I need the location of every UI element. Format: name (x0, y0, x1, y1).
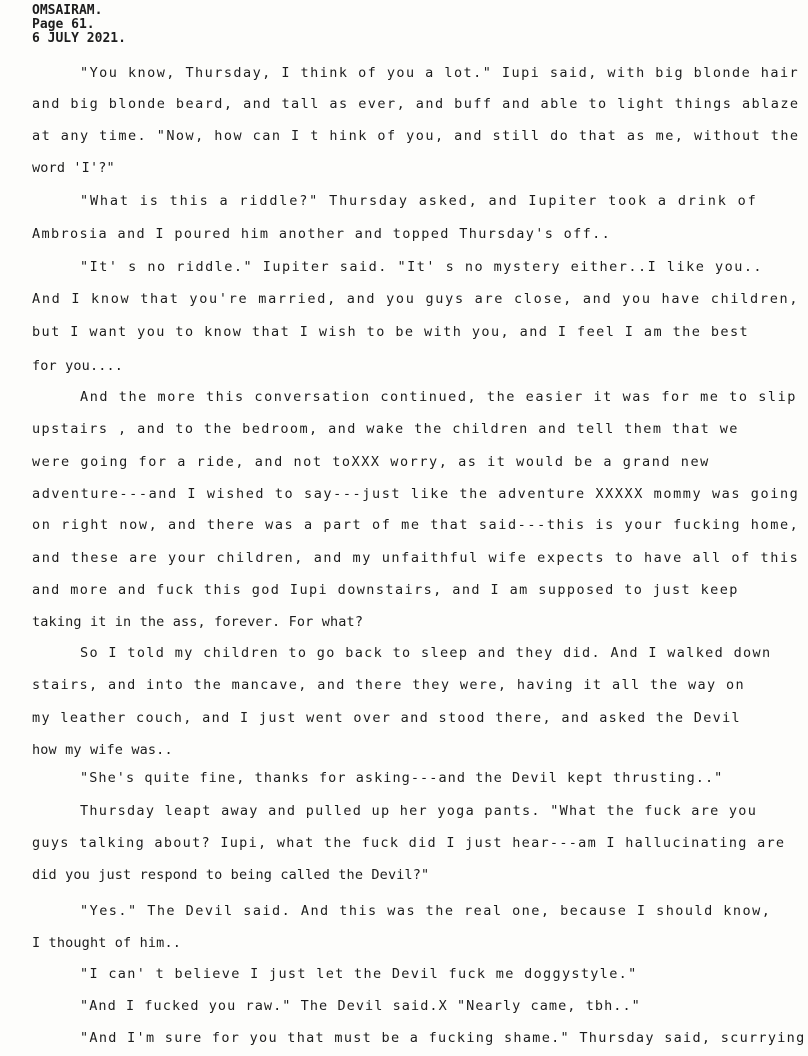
text-line: So I told my children to go back to sleep and they did. And I walked down (80, 645, 772, 661)
text-line: and big blonde beard, and tall as ever, and buff and able to light things ablaze (32, 96, 800, 112)
text-line: at any time. "Now, how can I t hink of you, and still do that as me, without the (32, 128, 800, 144)
text-line: "What is this a riddle?" Thursday asked, and Iupiter took a drink of (80, 193, 758, 209)
text-line: adventure---and I wished to say---just like the adventure XXXXX mommy was going (32, 486, 800, 502)
text-line: and these are your children, and my unfaithful wife expects to have all of this (32, 550, 800, 566)
text-line: upstairs , and to the bedroom, and wake the children and tell them that we (32, 421, 739, 437)
text-line: And the more this conversation continued, the easier it was for me to slip (80, 389, 797, 405)
text-line: Ambrosia and I poured him another and topped Thursday's off.. (32, 226, 612, 242)
text-line: "Yes." The Devil said. And this was the real one, because I should know, (80, 903, 772, 919)
page-header (32, 4, 126, 46)
text-line: were going for a ride, and not toXXX worry, as it would be a grand new (32, 454, 710, 470)
header-title: OMSAIRAM. (32, 3, 103, 18)
text-line: on right now, and there was a part of me that said---this is your fucking home, (32, 517, 800, 533)
header-page-number: Page 61. (32, 17, 95, 32)
text-line: "She's quite fine, thanks for asking---and the Devil kept thrusting.." (80, 770, 724, 786)
text-line: taking it in the ass, forever. For what? (32, 614, 364, 630)
text-line: "I can' t believe I just let the Devil fuck me doggystyle." (80, 966, 638, 982)
text-line: did you just respond to being called the Devil?" (32, 867, 430, 883)
text-line: but I want you to know that I wish to be with you, and I feel I am the best (32, 324, 750, 340)
text-line: I thought of him.. (32, 935, 181, 951)
text-line: how my wife was.. (32, 742, 173, 758)
text-line: and more and fuck this god Iupi downstairs, and I am supposed to just keep (32, 582, 739, 598)
text-line: for you.... (32, 358, 124, 374)
text-line: And I know that you're married, and you guys are close, and you have children, (32, 291, 800, 307)
text-line: guys talking about? Iupi, what the fuck did I just hear---am I hallucinating are (32, 835, 786, 851)
text-line: "You know, Thursday, I think of you a lot." Iupi said, with big blonde hair (80, 65, 800, 81)
text-line: word 'I'?" (32, 160, 115, 176)
text-line: "And I'm sure for you that must be a fucking shame." Thursday said, scurrying (80, 1030, 806, 1046)
text-line: stairs, and into the mancave, and there they were, having it all the way on (32, 677, 746, 693)
text-line: "It' s no riddle." Iupiter said. "It' s no mystery either..I like you.. (80, 259, 764, 275)
text-line: Thursday leapt away and pulled up her yoga pants. "What the fuck are you (80, 803, 758, 819)
text-line: my leather couch, and I just went over and stood there, and asked the Devil (32, 710, 742, 726)
text-line: "And I fucked you raw." The Devil said.X "Nearly came, tbh.." (80, 998, 641, 1014)
header-date: 6 JULY 2021. (32, 31, 126, 46)
